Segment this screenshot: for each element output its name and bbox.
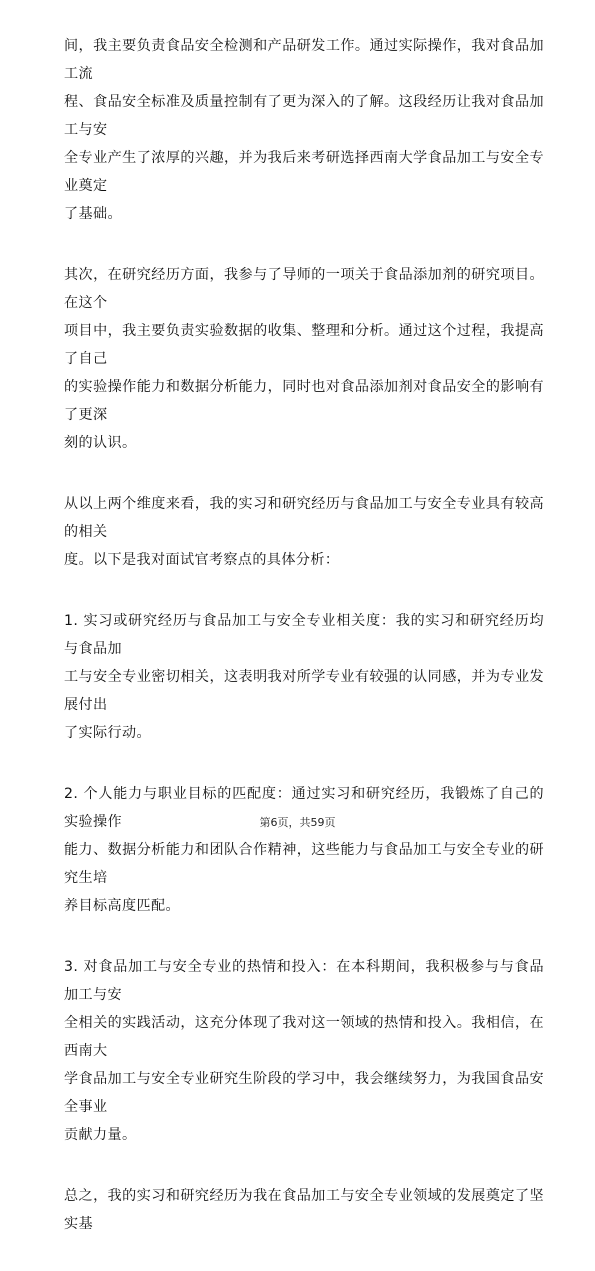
paragraph-relevance-summary: 从以上两个维度来看，我的实习和研究经历与食品加工与安全专业具有较高的相关 度。以下是我对面试官考察点的具体分析： [64,496,544,568]
paragraph-research-experience: 其次，在研究经历方面，我参与了导师的一项关于食品添加剂的研究项目。在这个 项目中，我主要负责实验数据的收集、整理和分析。通过这个过程，我提高了自己 的实验操作能力和数据分析能力，同时也对食品添加剂对食品安全的影响有了更深 刻的认识。 [64,267,544,451]
document-body [64,32,544,1271]
paragraph-point-3: 3. 对食品加工与安全专业的热情和投入：在本科期间，我积极参与与食品加工与安 全相关的实践活动，这充分体现了我对这一领域的热情和投入。我相信，在西南大 学食品加工与安全专业研究生阶段的学习中，我会继续努力，为我国食品安全事业 贡献力量。 [64,959,544,1143]
page-number-footer: 第6页，共59页 [259,816,336,829]
paragraph-internship-continued: 间，我主要负责食品安全检测和产品研发工作。通过实际操作，我对食品加工流 程、食品安全标准及质量控制有了更为深入的了解。这段经历让我对食品加工与安 全专业产生了浓厚的兴趣，并为我后来考研选择西南大学食品加工与安全专业奠定 了基础。 [64,38,544,222]
paragraph-point-2: 2. 个人能力与职业目标的匹配度：通过实习和研究经历，我锻炼了自己的实验操作 能力、数据分析能力和团队合作精神，这些能力与食品加工与安全专业的研究生培 养目标高度匹配。 [64,786,544,914]
paragraph-point-1: 1. 实习或研究经历与食品加工与安全专业相关度：我的实习和研究经历均与食品加 工与安全专业密切相关，这表明我对所学专业有较强的认同感，并为专业发展付出 了实际行动。 [64,613,544,741]
paragraph-conclusion: 总之，我的实习和研究经历为我在食品加工与安全专业领域的发展奠定了坚实基 [64,1188,544,1232]
